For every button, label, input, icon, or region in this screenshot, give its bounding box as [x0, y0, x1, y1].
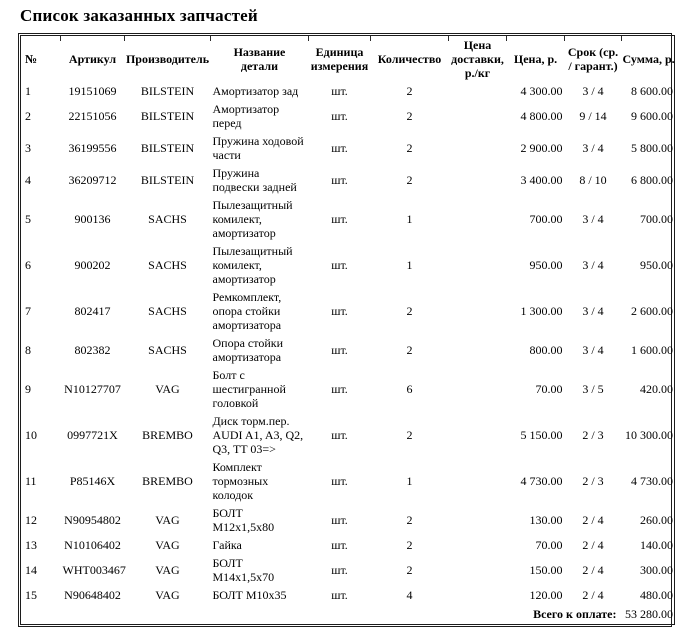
cell-unit: шт. [331, 563, 348, 577]
cell-price: 4 300.00 [520, 84, 563, 98]
cell-delivery-price [449, 412, 507, 458]
table-row [21, 132, 675, 164]
cell-manufacturer: BILSTEIN [140, 141, 195, 155]
cell-part-name: БОЛТ M10x35 [212, 588, 287, 602]
cell-quantity: 4 [406, 588, 413, 602]
cell-term: 3 / 4 [582, 141, 604, 155]
cell-delivery-price [449, 536, 507, 554]
cell-term: 9 / 14 [579, 109, 607, 123]
cell-part-name: Диск торм.пер. AUDI A1, A3, Q2, Q3, TT 03=> [212, 414, 304, 456]
cell-part-name: Амортизатор перед [212, 102, 280, 130]
cell-quantity: 2 [406, 563, 413, 577]
cell-term: 2 / 3 [582, 474, 604, 488]
cell-part-name: БОЛТ M12x1,5x80 [212, 506, 275, 534]
cell-article: 802382 [74, 343, 111, 357]
table-row [21, 366, 675, 412]
cell-term: 2 / 3 [582, 428, 604, 442]
cell-sum: 300.00 [640, 563, 673, 577]
cell-delivery-price [449, 100, 507, 132]
cell-delivery-price [449, 164, 507, 196]
table-row [21, 536, 675, 554]
cell-delivery-price [449, 554, 507, 586]
col-header-part-name: Название детали [211, 36, 309, 83]
cell-row-number: 8 [25, 343, 31, 357]
cell-part-name: Гайка [212, 538, 242, 552]
cell-quantity: 6 [406, 382, 413, 396]
cell-delivery-price [449, 334, 507, 366]
cell-manufacturer: SACHS [148, 304, 187, 318]
cell-article: 22151056 [68, 109, 117, 123]
cell-quantity: 1 [406, 474, 413, 488]
cell-manufacturer: BREMBO [142, 474, 193, 488]
cell-article: 19151069 [68, 84, 117, 98]
parts-table-foot [21, 604, 675, 625]
cell-row-number: 7 [25, 304, 31, 318]
table-row [21, 82, 675, 100]
col-header-term: Срок (ср. / гарант.) [565, 36, 622, 83]
cell-price: 2 900.00 [520, 141, 563, 155]
cell-unit: шт. [331, 212, 348, 226]
parts-table-head [21, 36, 675, 83]
cell-part-name: Опора стойки амортизатора [212, 336, 283, 364]
cell-term: 2 / 4 [582, 538, 604, 552]
cell-price: 700.00 [529, 212, 563, 226]
col-header-sum: Сумма, р. [622, 36, 675, 83]
cell-sum: 480.00 [640, 588, 673, 602]
cell-term: 3 / 4 [582, 304, 604, 318]
cell-price: 3 400.00 [520, 173, 563, 187]
cell-term: 8 / 10 [579, 173, 607, 187]
cell-term: 3 / 4 [582, 258, 604, 272]
cell-manufacturer: BREMBO [142, 428, 193, 442]
cell-price: 950.00 [529, 258, 563, 272]
col-header-quantity: Количество [371, 36, 449, 83]
cell-quantity: 2 [406, 84, 413, 98]
cell-article: 0997721X [67, 428, 118, 442]
cell-term: 3 / 5 [582, 382, 604, 396]
table-row [21, 586, 675, 604]
table-row [21, 504, 675, 536]
cell-article: N10106402 [64, 538, 121, 552]
cell-row-number: 11 [25, 474, 37, 488]
total-row [21, 604, 675, 625]
cell-price: 70.00 [535, 382, 563, 396]
col-header-number: № [25, 52, 38, 66]
cell-quantity: 2 [406, 304, 413, 318]
cell-unit: шт. [331, 343, 348, 357]
cell-row-number: 1 [25, 84, 31, 98]
cell-quantity: 2 [406, 109, 413, 123]
table-row [21, 100, 675, 132]
cell-manufacturer: SACHS [148, 258, 187, 272]
cell-manufacturer: SACHS [148, 343, 187, 357]
cell-manufacturer: VAG [155, 382, 180, 396]
cell-article: N90648402 [64, 588, 121, 602]
cell-price: 130.00 [529, 513, 563, 527]
cell-sum: 950.00 [640, 258, 673, 272]
total-value: 53 280.00 [625, 607, 673, 621]
cell-sum: 8 600.00 [631, 84, 673, 98]
total-label: Всего к оплате: [533, 607, 617, 621]
cell-price: 70.00 [535, 538, 563, 552]
cell-sum: 260.00 [640, 513, 673, 527]
cell-quantity: 1 [406, 212, 413, 226]
parts-table-body [21, 82, 675, 604]
cell-quantity: 2 [406, 538, 413, 552]
table-row [21, 334, 675, 366]
cell-quantity: 2 [406, 428, 413, 442]
cell-part-name: Пружина подвески задней [212, 166, 297, 194]
col-header-delivery-price: Цена доставки, р./кг [449, 36, 507, 83]
cell-delivery-price [449, 366, 507, 412]
cell-term: 2 / 4 [582, 588, 604, 602]
cell-article: 36199556 [68, 141, 117, 155]
cell-article: P85146X [69, 474, 116, 488]
cell-part-name: Пылезащитный комилект, амортизатор [212, 198, 293, 240]
cell-quantity: 2 [406, 141, 413, 155]
cell-unit: шт. [331, 428, 348, 442]
cell-manufacturer: BILSTEIN [140, 109, 195, 123]
cell-unit: шт. [331, 304, 348, 318]
cell-part-name: Ремкомплект, опора стойки амортизатора [212, 290, 282, 332]
cell-delivery-price [449, 458, 507, 504]
cell-price: 5 150.00 [520, 428, 563, 442]
cell-row-number: 15 [25, 588, 37, 602]
cell-manufacturer: VAG [155, 538, 180, 552]
cell-part-name: Болт с шестигранной головкой [212, 368, 286, 410]
cell-unit: шт. [331, 382, 348, 396]
cell-sum: 420.00 [640, 382, 673, 396]
cell-row-number: 9 [25, 382, 31, 396]
cell-sum: 9 600.00 [631, 109, 673, 123]
cell-sum: 6 800.00 [631, 173, 673, 187]
cell-row-number: 3 [25, 141, 31, 155]
table-row [21, 164, 675, 196]
cell-article: 36209712 [68, 173, 117, 187]
cell-price: 800.00 [529, 343, 563, 357]
cell-term: 3 / 4 [582, 84, 604, 98]
cell-part-name: Амортизатор зад [212, 84, 299, 98]
cell-sum: 2 600.00 [631, 304, 673, 318]
cell-quantity: 2 [406, 173, 413, 187]
page-title: Список заказанных запчастей [20, 6, 258, 25]
cell-unit: шт. [331, 513, 348, 527]
cell-price: 4 730.00 [520, 474, 563, 488]
cell-part-name: Пылезащитный комилект, амортизатор [212, 244, 293, 286]
cell-term: 3 / 4 [582, 343, 604, 357]
cell-unit: шт. [331, 173, 348, 187]
parts-table [20, 35, 675, 625]
cell-article: 900136 [74, 212, 111, 226]
cell-part-name: Комплект тормозных колодок [212, 460, 269, 502]
cell-row-number: 5 [25, 212, 31, 226]
cell-term: 2 / 4 [582, 563, 604, 577]
cell-manufacturer: BILSTEIN [140, 84, 195, 98]
cell-price: 150.00 [529, 563, 563, 577]
cell-term: 3 / 4 [582, 212, 604, 226]
cell-part-name: Пружина ходовой части [212, 134, 304, 162]
table-row [21, 288, 675, 334]
cell-manufacturer: VAG [155, 563, 180, 577]
cell-manufacturer: VAG [155, 588, 180, 602]
cell-sum: 10 300.00 [625, 428, 673, 442]
cell-unit: шт. [331, 258, 348, 272]
cell-delivery-price [449, 242, 507, 288]
cell-manufacturer: SACHS [148, 212, 187, 226]
cell-row-number: 13 [25, 538, 37, 552]
cell-unit: шт. [331, 474, 348, 488]
cell-quantity: 2 [406, 343, 413, 357]
cell-unit: шт. [331, 141, 348, 155]
col-header-price: Цена, р. [507, 36, 565, 83]
cell-unit: шт. [331, 588, 348, 602]
cell-unit: шт. [331, 538, 348, 552]
cell-delivery-price [449, 82, 507, 100]
cell-row-number: 6 [25, 258, 31, 272]
cell-article: N10127707 [64, 382, 121, 396]
cell-unit: шт. [331, 109, 348, 123]
cell-delivery-price [449, 196, 507, 242]
cell-row-number: 2 [25, 109, 31, 123]
cell-manufacturer: BILSTEIN [140, 173, 195, 187]
cell-row-number: 12 [25, 513, 37, 527]
cell-row-number: 4 [25, 173, 31, 187]
cell-price: 1 300.00 [520, 304, 563, 318]
cell-delivery-price [449, 288, 507, 334]
col-header-article: Артикул [61, 36, 125, 83]
cell-sum: 4 730.00 [631, 474, 673, 488]
table-row [21, 458, 675, 504]
cell-term: 2 / 4 [582, 513, 604, 527]
cell-sum: 700.00 [640, 212, 673, 226]
cell-quantity: 2 [406, 513, 413, 527]
col-header-manufacturer: Производитель [125, 36, 211, 83]
table-row [21, 554, 675, 586]
cell-part-name: БОЛТ M14x1,5x70 [212, 556, 275, 584]
cell-article: 802417 [74, 304, 111, 318]
table-row [21, 242, 675, 288]
cell-row-number: 14 [25, 563, 37, 577]
cell-article: 900202 [74, 258, 111, 272]
table-row [21, 196, 675, 242]
cell-manufacturer: VAG [155, 513, 180, 527]
table-row [21, 412, 675, 458]
cell-price: 120.00 [529, 588, 563, 602]
col-header-unit: Единица измерения [309, 36, 371, 83]
cell-delivery-price [449, 504, 507, 536]
cell-article: N90954802 [64, 513, 121, 527]
cell-unit: шт. [331, 84, 348, 98]
cell-delivery-price [449, 586, 507, 604]
cell-quantity: 1 [406, 258, 413, 272]
cell-price: 4 800.00 [520, 109, 563, 123]
parts-table-frame [18, 33, 675, 627]
cell-row-number: 10 [25, 428, 37, 442]
table-header-row [21, 36, 675, 83]
cell-sum: 1 600.00 [631, 343, 673, 357]
cell-delivery-price [449, 132, 507, 164]
cell-sum: 140.00 [640, 538, 673, 552]
cell-sum: 5 800.00 [631, 141, 673, 155]
cell-article: WHT003467 [62, 563, 126, 577]
